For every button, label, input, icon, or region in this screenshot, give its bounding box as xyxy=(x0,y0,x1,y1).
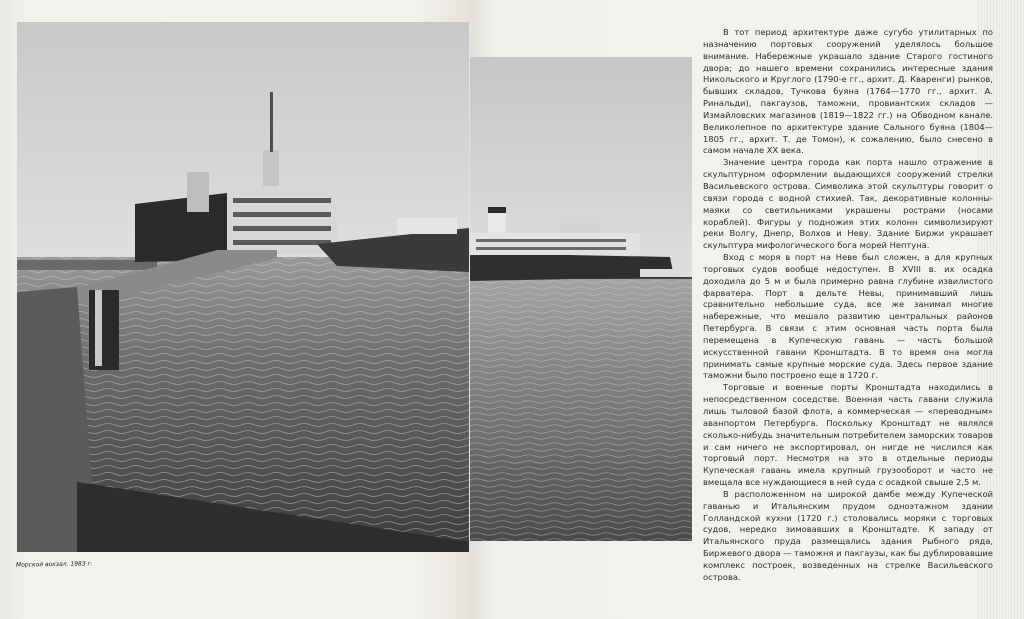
harbour-photo-left-half xyxy=(17,22,469,552)
paragraph: Значение центра города как порта нашло отражение в скульптурном оформлении выдающихся сооружений стрелки Васильевского острова. Символика этой скульптуры говорит о связи города с водной стихией. Так, декоративные колонны-маяки со светильниками украшены рострами (носами кораблей). Фигуры у подножия этих колонн символизируют реки Волгу, Днепр, Волхов и Неву. Здание Биржи украшает скульптура мифологического бога морей Нептуна. xyxy=(703,157,993,251)
harbour-photo-right-svg xyxy=(470,57,692,541)
photo-caption: Морской вокзал. 1983 г. xyxy=(15,560,93,569)
paragraph: В расположенном на широкой дамбе между Купеческой гаванью и Итальянским прудом одноэтажном здании Голландской кухни (1720 г.) столовались моряки с торговых судов, нередко зимовавших в Кронштадте. К западу от Итальянского пруда размещались здания Рыбного ряда, Биржевого двора — таможня и пакгаузы, как бы дублировавшие комплекс построек, возведенных на стрелке Васильевского острова. xyxy=(703,488,993,582)
body-text-column xyxy=(703,27,993,584)
paragraph: В тот период архитектуре даже сугубо утилитарных по назначению портовых сооружений уделялось большое внимание. Набережные украшало здание Старого гостиного двора; до нашего времени сохранились интересные здания Никольского и Круглого (1790-е гг., архит. Д. Кваренги) рынков, бывших складов, Тучкова буяна (1764—1770 гг., архит. А. Ринальди), пакгаузов, таможни, провиантских складов — Измайловских магазинов (1819—1822 гг.) на Обводном канале. Великолепное по архитектуре здание Сального буяна (1804—1805 гг., архит. Т. де Томон), к сожалению, было снесено в самом начале XX века. xyxy=(703,27,993,156)
paragraph: Вход с моря в порт на Неве был сложен, а для крупных торговых судов вообще недоступен. В XVIII в. их осадка доходила до 5 м и была примерно равна глубине извилистого фарватера. Порт в дельте Невы, принимавший лишь сравнительно небольшие суда, все же занимал многие набережные, что мешало развитию центральных районов Петербурга. В связи с этим основная часть порта была перемещена в Купеческую гавань — часть большой искусственной гавани Кронштадта. В то время она могла принимать самые крупные морские суда. Здесь первое здание таможни было построено еще в 1720 г. xyxy=(703,252,993,381)
harbour-photo-left-svg xyxy=(17,22,469,552)
harbour-photo-right-half xyxy=(470,57,692,541)
paragraph: Торговые и военные порты Кронштадта находились в непосредственном соседстве. Военная часть гавани служила лишь тыловой базой флота, а коммерческая — «переводным» аванпортом Петербурга. Поскольку Кронштадт не являлся сколько-нибудь значительным потребителем заморских товаров и сам ничего не экспортировал, он нигде не числился как торговый порт. Несмотря на это в отдельные периоды Купеческая гавань имела крупный грузооборот и часто не вмещала все нуждающиеся в ней суда с осадкой свыше 2,5 м. xyxy=(703,382,993,488)
